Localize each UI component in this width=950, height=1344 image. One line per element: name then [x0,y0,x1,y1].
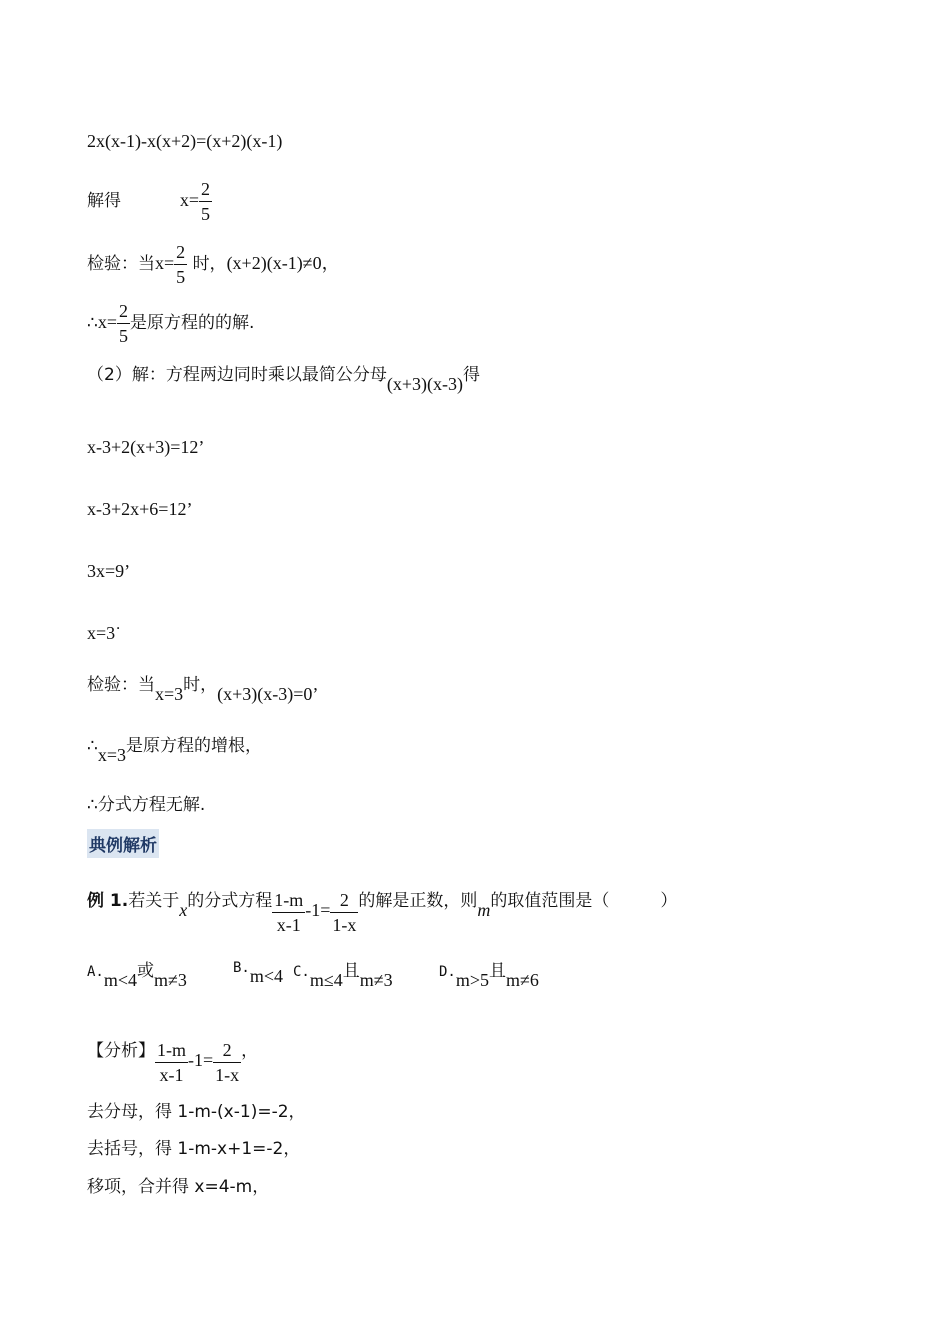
solution2-intro: （2）解：方程两边同时乘以最简公分母(x+3)(x-3)得 [87,365,480,394]
solve-lhs: x= [179,190,199,210]
analysis-line: 【分析】 $\frac{1-m}{x-1}$ -1= $\frac{2}{1-x}$ ， [87,1040,259,1085]
therefore-line: ∴x=3是原方程的增根， [87,736,262,765]
therefore-line: ∴x= $\frac{2}{5}$ 是原方程的的解. [87,301,255,346]
example-label: 例 1. [87,891,129,911]
equation-text: 2x(x-1)-x(x+2)=(x+2)(x-1) [87,131,283,151]
fraction: $\frac{2}{1-x}$ [215,1040,240,1085]
example-question: 例 1.若关于x的分式方程 $\frac{1-m}{x-1}$ -1= $\frac{2}{1-x}$ 的解是正数，则m的取值范围是（ ） [87,890,678,935]
analysis-step: 去括号，得 1-m-x+1=-2， [87,1139,301,1159]
check-label: 检验：当 [87,254,155,274]
equation-line [87,132,282,150]
option-d[interactable]: D.m>5且m≠6 [439,961,539,990]
therefore-symbol: ∴ [87,313,98,333]
solve-line [87,180,212,223]
step-line: x=3˙ [87,623,122,643]
check-line: 检验：当x=3时，(x+3)(x-3)=0’ [87,675,319,704]
fraction: $\frac{1-m}{x-1}$ [274,890,304,935]
fraction: $\frac{2}{5}$ [200,179,210,224]
section-heading: 典例解析 [87,829,159,858]
fraction: $\frac{1-m}{x-1}$ [157,1040,186,1085]
fraction: $\frac{2}{5}$ [176,242,186,287]
common-denominator: (x+3)(x-3) [386,374,463,394]
analysis-step: 移项，合并得 x=4-m， [87,1177,270,1197]
step-line: 3x=9’ [87,561,131,581]
fraction: $\frac{2}{1-x}$ [332,890,357,935]
analysis-step: 去分母，得 1-m-(x-1)=-2， [87,1102,306,1122]
option-b[interactable]: B.m<4 [233,960,284,986]
analysis-label: 【分析】 [87,1041,155,1061]
check-expression: (x+2)(x-1)≠0， [226,253,340,273]
option-c[interactable]: C.m≤4且m≠3 [293,961,393,990]
option-a[interactable]: A.m<4或m≠3 [87,961,187,990]
solve-label: 解得 [87,191,121,211]
step-line: x-3+2x+6=12’ [87,499,193,519]
check-line: 检验：当x= $\frac{2}{5}$ 时，(x+2)(x-1)≠0， [87,242,340,287]
fraction: $\frac{2}{5}$ [118,301,128,346]
step-line: x-3+2(x+3)=12’ [87,437,205,457]
conclusion-line: ∴分式方程无解. [87,795,206,815]
check-expression: (x+3)(x-3)=0’ [217,684,319,704]
